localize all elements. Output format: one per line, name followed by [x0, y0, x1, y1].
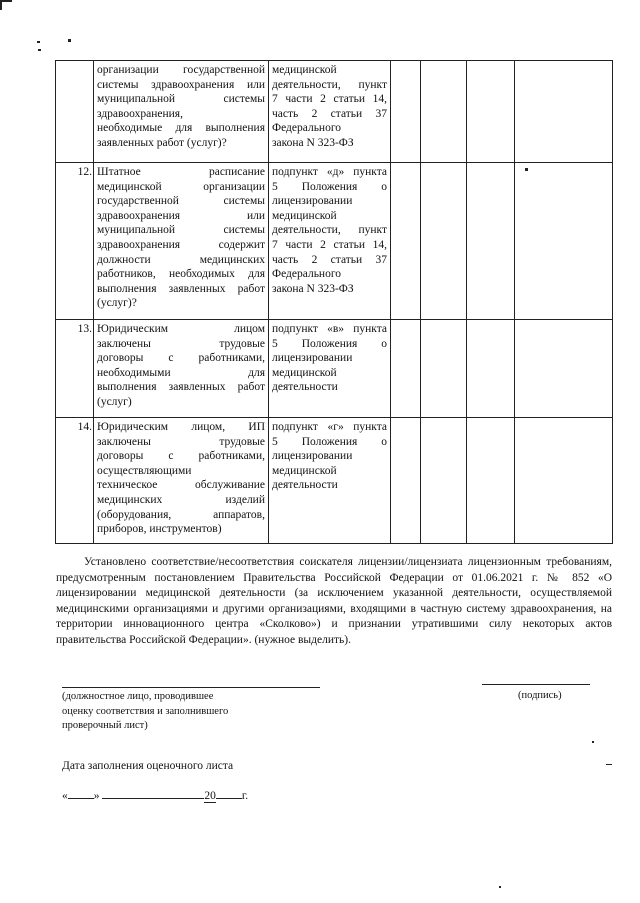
requirement-line: Штатное расписание [97, 166, 265, 178]
requirement-line: должности медицинских [97, 253, 265, 266]
scan-mark [592, 741, 594, 743]
answer-yes-cell[interactable] [391, 320, 421, 418]
requirement-line: муниципальной системы [97, 224, 265, 237]
comment-cell[interactable] [515, 61, 613, 163]
requirement-line: заключены трудовые [97, 435, 265, 448]
requirement-line: (услуг)? [97, 297, 137, 310]
table-row [56, 418, 613, 544]
legal-basis-cell [269, 61, 391, 163]
legal-basis-line: часть 2 статьи 37 [272, 253, 387, 266]
requirement-line: (оборудования, аппаратов, [97, 508, 265, 521]
requirement-line: муниципальной системы [97, 93, 265, 106]
legal-basis-line: 5 Положения о [272, 435, 387, 448]
legal-basis-line: часть 2 статьи 37 [272, 107, 387, 120]
requirement-line: необходимыми для [97, 366, 265, 379]
requirement-line: Юридическим лицом [97, 323, 265, 335]
legal-basis-line: 5 Положения о [272, 180, 387, 193]
requirement-line: (услуг) [97, 395, 132, 408]
requirement-line: техническое обслуживание [97, 479, 265, 492]
year-suffix: г. [241, 790, 249, 802]
official-caption-line: оценку соответствия и заполнившего [62, 705, 229, 717]
requirement-line: государственной системы [97, 195, 265, 208]
scan-mark [37, 41, 40, 43]
legal-basis-line: Федерального [272, 122, 342, 135]
signature-caption: (подпись) [518, 690, 562, 701]
legal-basis-cell [269, 418, 391, 544]
requirement-line: работников, необходимых для [97, 268, 265, 281]
legal-basis-line: лицензировании [272, 450, 353, 463]
legal-basis-line: лицензировании [272, 195, 353, 208]
legal-basis-cell [269, 163, 391, 320]
requirement-line: Юридическим лицом, ИП [97, 421, 265, 433]
requirement-line: организации государственной [97, 64, 265, 76]
not-applicable-cell[interactable] [467, 163, 515, 320]
date-title: Дата заполнения оценочного листа [62, 760, 234, 772]
scan-mark [38, 49, 41, 51]
not-applicable-cell[interactable] [467, 418, 515, 544]
row-number: 13. [56, 320, 94, 418]
signature-line [482, 684, 590, 685]
legal-basis-cell [269, 320, 391, 418]
legal-basis-line: закона N 323-ФЗ [272, 136, 354, 149]
requirement-line: заключены трудовые [97, 337, 265, 350]
row-number: 14. [56, 418, 94, 544]
official-caption [62, 690, 228, 734]
requirement-line: здравоохранения содержит [97, 238, 265, 251]
not-applicable-cell[interactable] [467, 61, 515, 163]
legal-basis-line: Федерального [272, 268, 342, 281]
legal-basis-line: деятельности [272, 479, 338, 492]
requirement-line: здравоохранения или [97, 209, 265, 222]
month-blank[interactable] [102, 786, 204, 799]
requirement-line: договоры с работниками, [97, 352, 265, 365]
date-fill-row [62, 786, 248, 802]
not-applicable-cell[interactable] [467, 320, 515, 418]
legal-basis-line: подпункт «г» пункта [272, 421, 387, 433]
scan-mark [499, 886, 501, 888]
requirement-cell [94, 163, 269, 320]
requirement-line: осуществляющими [97, 464, 192, 477]
requirement-cell [94, 418, 269, 544]
requirement-cell [94, 61, 269, 163]
legal-basis-line: медицинской [272, 64, 337, 76]
conclusion-paragraph: Установлено соответствие/несоответствия соискателя лицензии/лицензиата лицензионным требованиям, предусмотренным постановлением Правительства Российской Федерации от 01.06.2021 г. № 852 «О лицензировании медицинской деятельности (за исключением указанной деятельности, осуществляемой медицинскими организациями и другими организациями, входящими в частную систему здравоохранения, на территории инновационного центра «Сколково») и признании утратившими силу некоторых актов правительства Российской Федерации». (нужное выделить). [56, 556, 612, 646]
table-row [56, 320, 613, 418]
checklist-table [55, 60, 613, 544]
conclusion-text [56, 555, 612, 648]
legal-basis-line: медицинской [272, 366, 337, 379]
requirement-line: выполнения заявленных работ [97, 282, 265, 295]
close-quote: » [93, 790, 100, 802]
legal-basis-line: 7 части 2 статьи 14, [272, 93, 387, 106]
requirement-line: медицинской организации [97, 180, 265, 193]
legal-basis-line: медицинской [272, 209, 337, 222]
row-number [56, 61, 94, 163]
requirement-cell [94, 320, 269, 418]
comment-cell[interactable] [515, 163, 613, 320]
requirement-line: договоры с работниками, [97, 450, 265, 463]
requirement-line: системы здравоохранения или [97, 78, 265, 91]
answer-no-cell[interactable] [421, 320, 467, 418]
table-row [56, 61, 613, 163]
year-blank[interactable] [216, 786, 242, 799]
legal-basis-line: 7 части 2 статьи 14, [272, 238, 387, 251]
comment-cell[interactable] [515, 418, 613, 544]
legal-basis-line: деятельности [272, 381, 338, 394]
scan-mark [606, 764, 612, 765]
answer-no-cell[interactable] [421, 418, 467, 544]
scan-mark [0, 0, 2, 10]
legal-basis-line: подпункт «в» пункта [272, 323, 387, 335]
year-prefix: 20 [204, 790, 216, 802]
day-blank[interactable] [68, 786, 94, 799]
open-quote: « [62, 790, 68, 802]
legal-basis-line: 5 Положения о [272, 337, 387, 350]
official-caption-line: (должностное лицо, проводившее [62, 691, 214, 702]
legal-basis-line: подпункт «д» пункта [272, 166, 387, 178]
requirement-line: здравоохранения, [97, 107, 183, 120]
requirement-line: приборов, инструментов) [97, 523, 222, 536]
legal-basis-line: закона N 323-ФЗ [272, 282, 354, 295]
official-caption-line: проверочный лист) [62, 720, 148, 731]
table-row [56, 163, 613, 320]
comment-cell[interactable] [515, 320, 613, 418]
answer-yes-cell[interactable] [391, 163, 421, 320]
requirement-line: заявленных работ (услуг)? [97, 136, 227, 149]
legal-basis-line: медицинской [272, 464, 337, 477]
official-signature-line [62, 687, 320, 688]
row-number: 12. [56, 163, 94, 320]
legal-basis-line: деятельности, пункт [272, 78, 387, 91]
answer-no-cell[interactable] [421, 163, 467, 320]
answer-yes-cell[interactable] [391, 418, 421, 544]
legal-basis-line: лицензировании [272, 352, 353, 365]
legal-basis-line: деятельности, пункт [272, 224, 387, 237]
answer-yes-cell[interactable] [391, 61, 421, 163]
scan-mark [68, 39, 71, 42]
requirement-line: выполнения заявленных работ [97, 381, 265, 394]
requirement-line: медицинских изделий [97, 493, 265, 506]
answer-no-cell[interactable] [421, 61, 467, 163]
requirement-line: необходимые для выполнения [97, 122, 265, 135]
